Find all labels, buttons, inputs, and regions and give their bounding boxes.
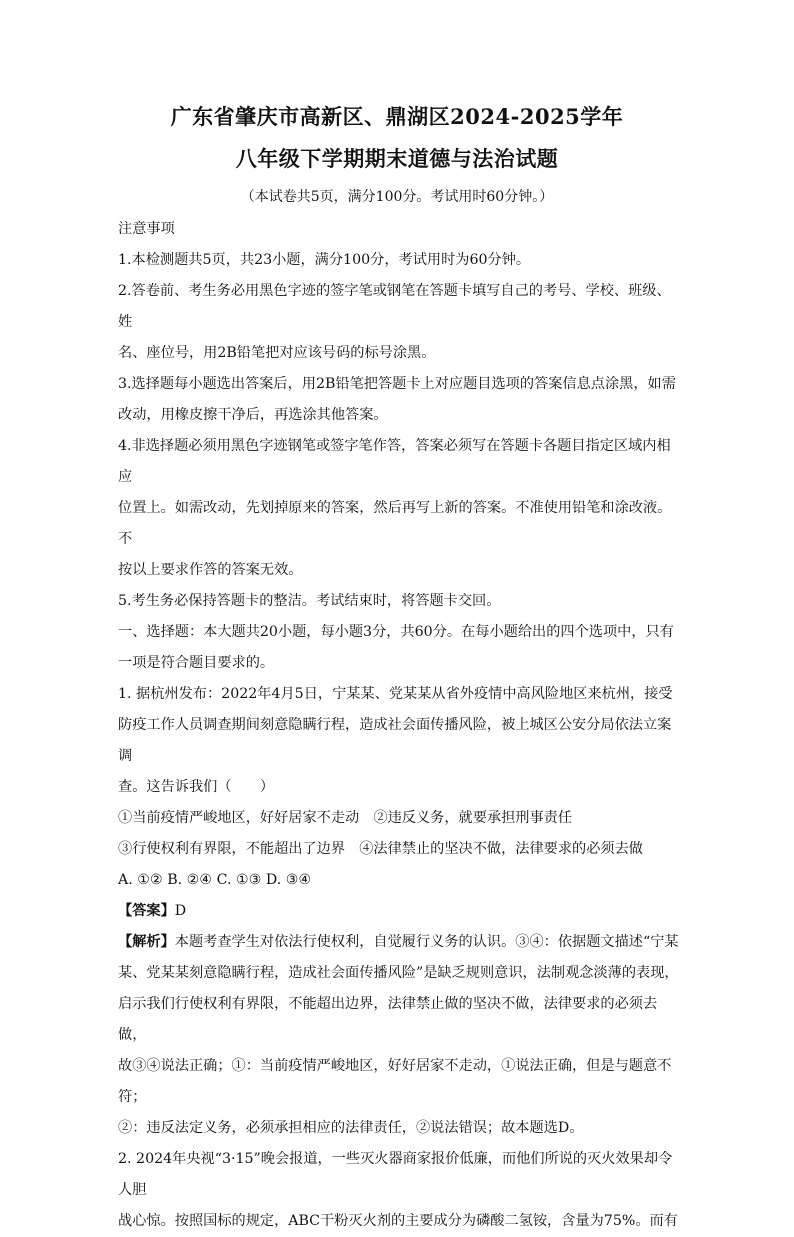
question1-statements: ①当前疫情严峻地区，好好居家不走动 ②违反义务，就要承担刑事责任	[118, 810, 573, 826]
question1-options: A. ①② B. ②④ C. ①③ D. ③④	[118, 872, 312, 888]
question1-analysis: ②：违反法定义务，必须承担相应的法律责任，②说法错误；故本题选D。	[118, 1120, 584, 1136]
question1-analysis: 启示我们行使权利有界限，不能超出边界，法律禁止做的坚决不做，法律要求的必须去做，	[118, 996, 658, 1043]
note-line: 按以上要求作答的答案无效。	[118, 562, 303, 578]
note-line: 改动，用橡皮擦干净后，再选涂其他答案。	[118, 407, 388, 423]
question1-stem: 1. 据杭州发布：2022年4月5日，宁某某、党某某从省外疫情中高风险地区来杭州，接受	[118, 686, 673, 702]
question1-stem: 查。这告诉我们（ ）	[118, 779, 275, 795]
question1-analysis: 故③④说法正确；①：当前疫情严峻地区，好好居家不走动，①说法正确，但是与题意不符；	[118, 1058, 672, 1105]
question1-answer	[118, 896, 682, 927]
section-intro: 一项是符合题目要求的。	[118, 655, 275, 671]
analysis-label: 【解析】	[118, 934, 175, 950]
question1-statements: ③行使权利有界限，不能超出了边界 ④法律禁止的坚决不做，法律要求的必须去做	[118, 841, 643, 857]
question1-analysis	[118, 927, 682, 958]
question1-stem: 防疫工作人员调查期间刻意隐瞒行程，造成社会面传播风险，被上城区公安分局依法立案调	[118, 717, 672, 764]
analysis-text: 本题考查学生对依法行使权利，自觉履行义务的认识。③④：依据题文描述“宁某	[174, 934, 679, 950]
exam-body	[118, 214, 682, 1237]
note-line: 1.本检测题共5页，共23小题，满分100分，考试用时为60分钟。	[118, 252, 531, 268]
section-intro: 一、选择题：本大题共20小题，每小题3分，共60分。在每小题给出的四个选项中，只有	[118, 624, 674, 640]
note-line: 5.考生务必保持答题卡的整洁。考试结束时，将答题卡交回。	[118, 593, 501, 609]
question1-analysis: 某、党某某刻意隐瞒行程，造成社会面传播风险”是缺乏规则意识，法制观念淡薄的表现，	[118, 965, 679, 981]
exam-title-line2: 八年级下学期期末道德与法治试题	[235, 146, 559, 171]
answer-value: D	[174, 903, 187, 919]
note-line: 名、座位号，用2B铅笔把对应该号码的标号涂黑。	[118, 345, 436, 361]
notes-heading: 注意事项	[118, 221, 175, 237]
note-line: 位置上。如需改动，先划掉原来的答案，然后再写上新的答案。不准使用铅笔和涂改液。不	[118, 500, 672, 547]
answer-label: 【答案】	[118, 903, 175, 919]
note-line: 4.非选择题必须用黑色字迹钢笔或签字笔作答，答案必须写在答题卡各题目指定区域内相应	[118, 438, 671, 485]
exam-title-line1: 广东省肇庆市高新区、鼎湖区2024-2025学年	[170, 104, 624, 129]
note-line: 3.选择题每小题选出答案后，用2B铅笔把答题卡上对应题目选项的答案信息点涂黑，如需	[118, 376, 676, 392]
question2-stem: 2. 2024年央视“3·15”晚会报道，一些灭火器商家报价低廉，而他们所说的灭火效果却令人胆	[118, 1151, 673, 1198]
question2-stem: 战心惊。按照国标的规定，ABC干粉灭火剂的主要成分为磷酸二氢铵，含量为75%。而有	[118, 1213, 678, 1229]
note-line: 2.答卷前、考生务必用黑色字迹的签字笔或钢笔在答题卡填写自己的考号、学校、班级、姓	[118, 283, 671, 330]
exam-subtitle: （本试卷共5页，满分100分。考试用时60分钟。）	[240, 189, 554, 205]
